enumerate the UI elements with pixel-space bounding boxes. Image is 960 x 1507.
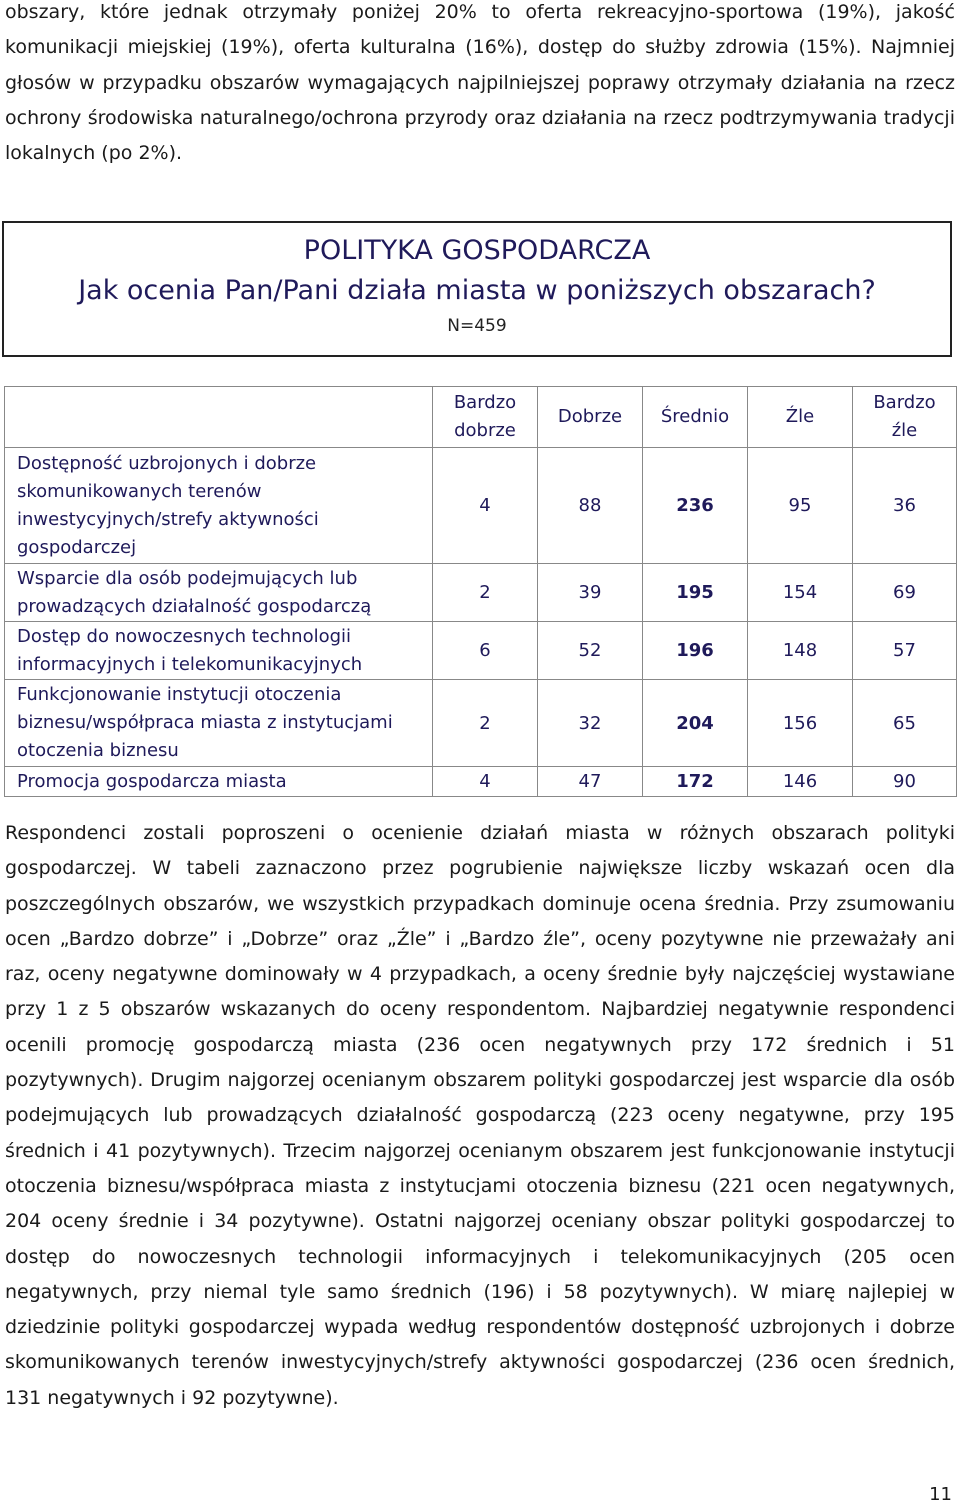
row-label: Funkcjonowanie instytucji otoczenia biznesu/współpraca miasta z instytucjami otoczenia biznesu (5, 680, 433, 767)
table-header-row (5, 387, 957, 448)
header-cell: Dobrze (538, 387, 643, 448)
intro-paragraph: obszary, które jednak otrzymały poniżej 20% to oferta rekreacyjno-sportowa (19%), jakość komunikacji miejskiej (19%), oferta kulturalna (16%), dostęp do służby zdrowia (15%). Najmniej głosów w przypadku obszarów wymagających najpilniejszej poprawy otrzymały działania na rzecz ochrony środowiska naturalnego/ochrona przyrody oraz działania na rzecz podtrzymywania tradycji lokalnych (po 2%). (5, 1, 955, 165)
value-cell: 47 (538, 767, 643, 797)
value-cell: 4 (433, 767, 538, 797)
value-cell: 154 (748, 564, 853, 622)
value-cell: 52 (538, 622, 643, 680)
value-cell: 2 (433, 680, 538, 767)
table-row (5, 680, 957, 767)
value-cell: 36 (853, 448, 957, 564)
row-label: Promocja gospodarcza miasta (5, 767, 433, 797)
survey-question: Jak ocenia Pan/Pani działa miasta w poniższych obszarach? (78, 275, 876, 306)
value-cell: 196 (643, 622, 748, 680)
value-cell: 148 (748, 622, 853, 680)
value-cell: 204 (643, 680, 748, 767)
value-cell: 2 (433, 564, 538, 622)
table-row (5, 448, 957, 564)
table-row (5, 622, 957, 680)
value-cell: 172 (643, 767, 748, 797)
header-cell: Średnio (643, 387, 748, 448)
value-cell: 236 (643, 448, 748, 564)
analysis-paragraph: Respondenci zostali poproszeni o ocenienie działań miasta w różnych obszarach polityki gospodarczej. W tabeli zaznaczono przez pogrubienie największe liczby wskazań ocen dla poszczególnych obszarów, we wszystkich przypadkach dominuje ocena średnia. Przy zsumowaniu ocen „Bardzo dobrze” i „Dobrze” oraz „Źle” i „Bardzo źle”, oceny pozytywne nie przeważały ani raz, oceny negatywne dominowały w 4 przypadkach, a oceny średnie były najczęściej wystawiane przy 1 z 5 obszarów wskazanych do oceny respondentom. Najbardziej negatywnie respondenci ocenili promocję gospodarczą miasta (236 ocen negatywnych przy 172 średnich i 51 pozytywnych). Drugim najgorzej ocenianym obszarem polityki gospodarczej jest wsparcie dla osób podejmujących lub prowadzących działalność gospodarczą (223 oceny negatywne, przy 195 średnich i 41 pozytywnych). Trzecim najgorzej ocenianym obszarem jest funkcjonowanie instytucji otoczenia biznesu/współpraca miasta z instytucjami otoczenia biznesu (221 ocen negatywnych, 204 oceny średnie i 34 pozytywne). Ostatni najgorzej oceniany obszar polityki gospodarczej to dostęp do nowoczesnych technologii informacyjnych i telekomunikacyjnych (205 ocen negatywnych, przy niemal tyle samo średnich (196) i 58 pozytywnych). W miarę najlepiej w dziedzinie polityki gospodarczej wypada według respondentów dostępność uzbrojonych i dobrze skomunikowanych terenów inwestycyjnych/strefy aktywności gospodarczej (236 ocen średnich, 131 negatywnych i 92 pozytywne). (5, 822, 955, 1409)
value-cell: 65 (853, 680, 957, 767)
value-cell: 88 (538, 448, 643, 564)
value-cell: 146 (748, 767, 853, 797)
value-cell: 57 (853, 622, 957, 680)
table-title-box (2, 221, 952, 357)
section-title: POLITYKA GOSPODARCZA (303, 235, 651, 266)
value-cell: 32 (538, 680, 643, 767)
value-cell: 95 (748, 448, 853, 564)
header-cell: Źle (748, 387, 853, 448)
table-row (5, 767, 957, 797)
row-label: Dostępność uzbrojonych i dobrze skomunikowanych terenów inwestycyjnych/strefy aktywności gospodarczej (5, 448, 433, 564)
value-cell: 4 (433, 448, 538, 564)
row-label: Dostęp do nowoczesnych technologii informacyjnych i telekomunikacyjnych (5, 622, 433, 680)
header-cell: Bardzo źle (853, 387, 957, 448)
page-number: 11 (929, 1484, 952, 1505)
header-empty-cell (5, 387, 433, 448)
value-cell: 39 (538, 564, 643, 622)
value-cell: 6 (433, 622, 538, 680)
row-label: Wsparcie dla osób podejmujących lub prowadzących działalność gospodarczą (5, 564, 433, 622)
value-cell: 195 (643, 564, 748, 622)
ratings-table (4, 386, 957, 797)
table-row (5, 564, 957, 622)
value-cell: 156 (748, 680, 853, 767)
header-cell: Bardzo dobrze (433, 387, 538, 448)
sample-size: N=459 (447, 316, 507, 336)
value-cell: 90 (853, 767, 957, 797)
value-cell: 69 (853, 564, 957, 622)
